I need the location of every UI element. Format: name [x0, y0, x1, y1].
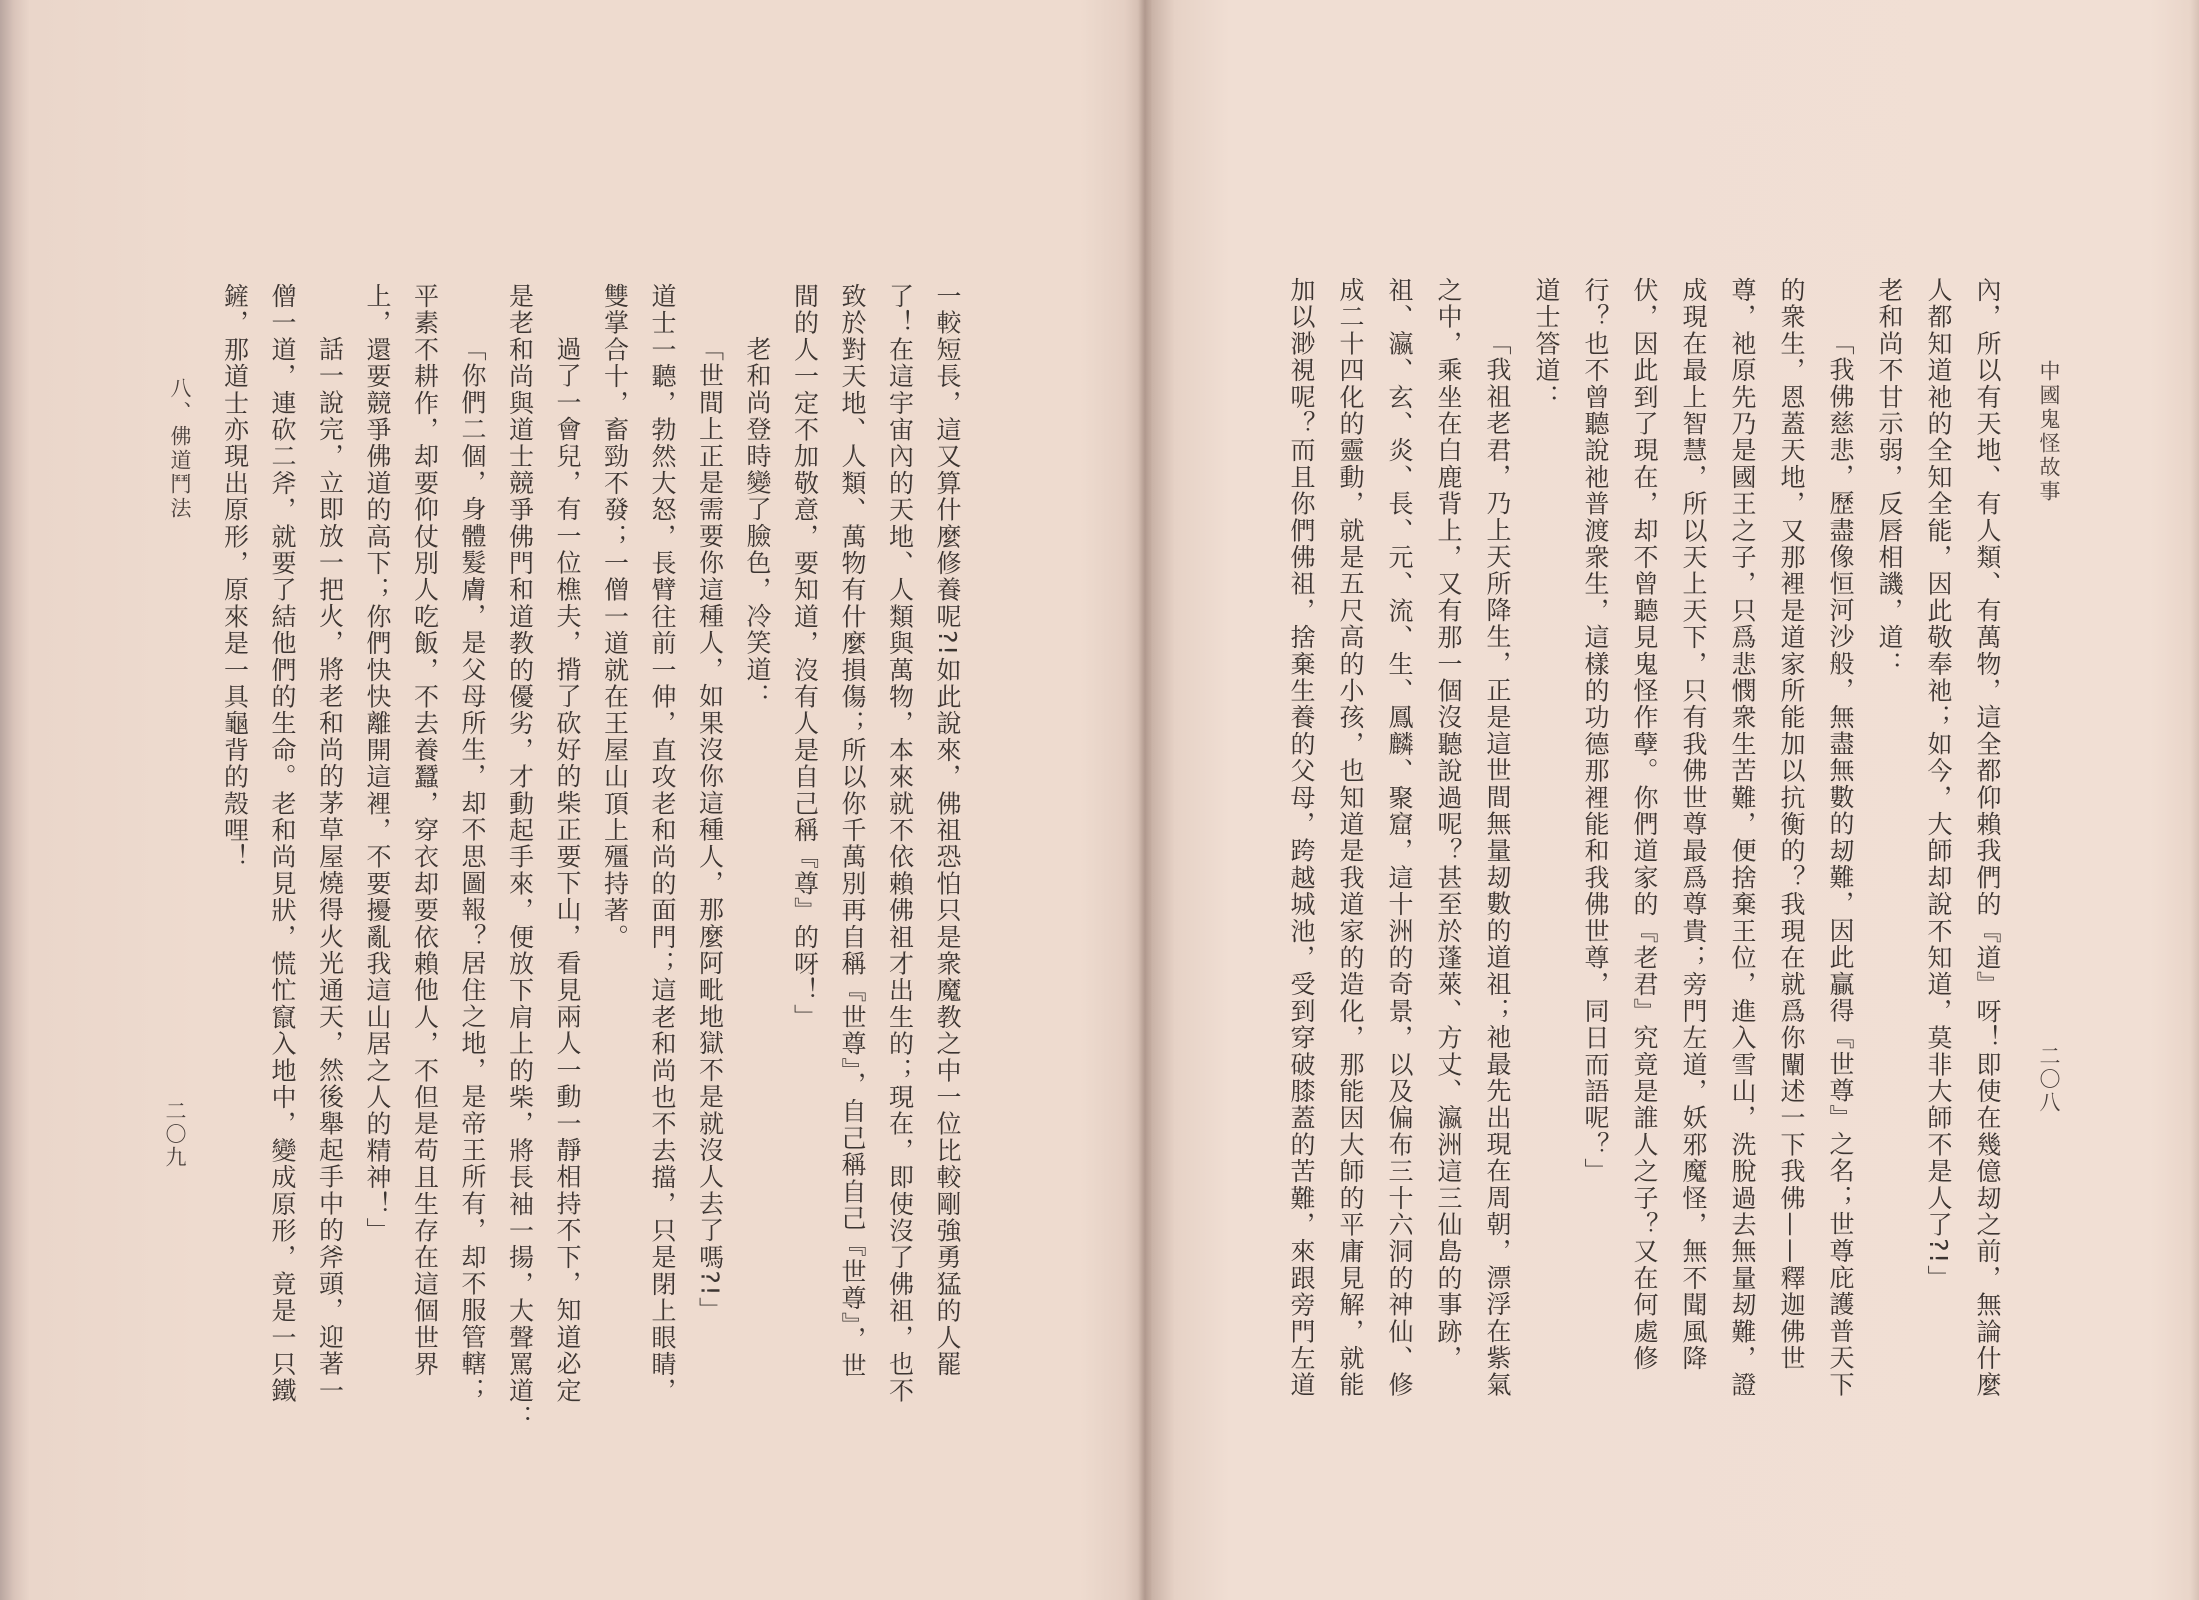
running-header-book-title: 中國鬼怪故事 — [2037, 360, 2061, 504]
text-column: 成現在最上智慧，所以天上天下，只有我佛世尊最爲尊貴；旁門左道，妖邪魔怪，無不聞風降 — [1679, 277, 1708, 1372]
text-column: 內，所以有天地、有人類、有萬物，這全都仰賴我們的『道』呀！即使在幾億刼之前，無論什麼 — [1973, 277, 2002, 1399]
text-column: 行？也不曾聽說祂普渡衆生，這樣的功德那裡能和我佛世尊，同日而語呢？」 — [1581, 277, 1610, 1185]
book-spine — [1138, 0, 1152, 1600]
page-number-right: 二〇八 — [2037, 1045, 2061, 1114]
text-column: 之中，乘坐在白鹿背上，又有那一個沒聽說過呢？甚至於蓬萊、方丈、瀛洲這三仙島的事跡， — [1434, 277, 1463, 1372]
text-column: 過了一會兒，有一位樵夫，揹了砍好的柴正要下山，看見兩人一動一靜相持不下，知道必定 — [553, 336, 582, 1404]
text-column: 「我祖老君，乃上天所降生，正是這世間無量刼數的道祖；祂最先出現在周朝，漂浮在紫氣 — [1483, 330, 1512, 1398]
text-column: 間的人一定不加敬意，要知道，沒有人是自己稱『尊』的呀！」 — [790, 283, 820, 1031]
text-column: 鏟，那道士亦現出原形，原來是一具龜背的殼哩！ — [220, 283, 250, 871]
text-column: 話一說完，立即放一把火，將老和尚的茅草屋燒得火光通天，然後舉起手中的斧頭，迎著一 — [315, 336, 345, 1404]
text-column: 僧一道，連砍二斧，就要了結他們的生命。老和尚見狀，慌忙竄入地中，變成原形，竟是一只鐵 — [268, 283, 297, 1405]
text-column: 一較短長，這又算什麼修養呢?!如此說來，佛祖恐怕只是衆魔教之中一位比較剛強勇猛的人罷 — [933, 283, 962, 1378]
text-column: 加以渺視呢？而且你們佛祖，捨棄生養的父母，跨越城池，受到穿破膝蓋的苦難，來跟旁門左道 — [1287, 277, 1316, 1399]
text-column: 尊，祂原先乃是國王之子，只爲悲憫衆生苦難，便捨棄王位，進入雪山，洗脫過去無量刼難，證 — [1728, 277, 1757, 1399]
text-column: 老和尚不甘示弱，反唇相譏，道： — [1875, 277, 1904, 678]
text-column: 「世間上正是需要你這種人，如果沒你這種人，那麼阿毗地獄不是就沒人去了嗎?!」 — [695, 336, 725, 1324]
text-column: 祖、瀛、玄、炎、長、元、流、生、鳳麟、聚窟，這十洲的奇景，以及偏布三十六洞的神仙、修 — [1385, 277, 1414, 1399]
text-column: 是老和尚與道士競爭佛門和道教的優劣，才動起手來，便放下肩上的柴，將長袖一揚，大聲罵道： — [505, 283, 535, 1432]
text-column: 道士答道： — [1532, 277, 1561, 411]
text-column: 上，還要競爭佛道的高下；你們快快離開這裡，不要擾亂我這山居之人的精神！」 — [363, 283, 392, 1245]
text-column: 成二十四化的靈動，就是五尺高的小孩，也知道是我道家的造化，那能因大師的平庸見解，就能 — [1336, 277, 1365, 1399]
text-column: 致於對天地、人類、萬物有什麼損傷；所以你千萬別再自稱『世尊』，自己稱自己『世尊』，世 — [838, 283, 867, 1380]
running-footer-chapter-title: 八、佛道鬥法 — [168, 377, 192, 521]
left-page-body-text — [211, 283, 971, 1432]
text-column: 的衆生，恩蓋天地，又那裡是道家所能加以抗衡的？我現在就爲你闡述一下我佛——釋迦佛世 — [1777, 277, 1806, 1372]
text-column: 了！在這宇宙內的天地、人類與萬物，本來就不依賴佛祖才出生的；現在，即使沒了佛祖，也不 — [885, 283, 915, 1405]
text-column: 「你們二個，身體髮膚，是父母所生，却不思圖報？居住之地，是帝王所有，却不服管轄； — [458, 336, 487, 1404]
text-column: 老和尚登時變了臉色，冷笑道： — [743, 336, 772, 710]
text-column: 雙掌合十，畜勁不發；一僧一道就在王屋山頂上殭持著。 — [600, 283, 630, 951]
text-column: 平素不耕作，却要仰仗別人吃飯，不去養蠶，穿衣却要依賴他人，不但是苟且生存在這個世界 — [410, 283, 440, 1378]
text-column: 伏，因此到了現在，却不曾聽見鬼怪作孽。你們道家的『老君』究竟是誰人之子？又在何處修 — [1630, 277, 1659, 1372]
text-column: 道士一聽，勃然大怒，長臂往前一伸，直攻老和尚的面門；這老和尚也不去擋，只是閉上眼睛， — [648, 283, 677, 1405]
text-column: 人都知道祂的全知全能，因此敬奉祂；如今，大師却說不知道，莫非大師不是人了?!」 — [1924, 277, 1953, 1292]
text-column: 「我佛慈悲，歷盡像恒河沙般，無盡無數的刼難，因此贏得『世尊』之名；世尊庇護普天下 — [1826, 330, 1855, 1398]
page-number-left: 二〇九 — [163, 1100, 187, 1169]
right-page-body-text — [1277, 277, 2012, 1417]
